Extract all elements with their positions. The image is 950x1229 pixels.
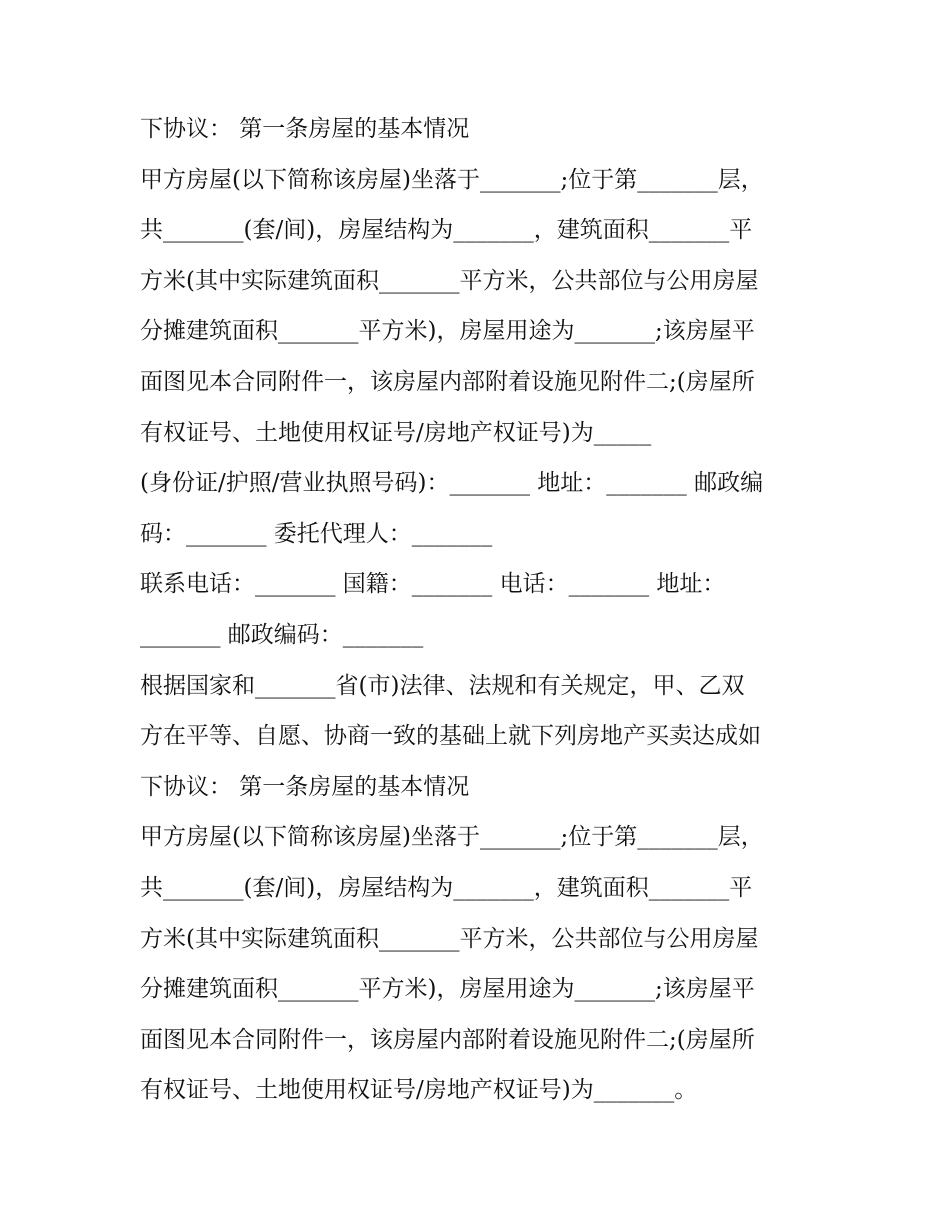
text-line: 方米(其中实际建筑面积_______平方米，公共部位与公用房屋 <box>140 267 759 294</box>
text-line: 根据国家和_______省(市)法律、法规和有关规定，甲、乙双 <box>140 672 745 699</box>
text-line: 下协议： 第一条房屋的基本情况 <box>140 116 470 142</box>
document-body <box>140 104 820 1116</box>
text-line: 方米(其中实际建筑面积_______平方米，公共部位与公用房屋 <box>140 925 759 952</box>
text-line: _______ 邮政编码：_______ <box>140 621 424 648</box>
text-line: 分摊建筑面积_______平方米)，房屋用途为_______;该房屋平 <box>140 318 755 345</box>
text-line: 甲方房屋(以下简称该房屋)坐落于_______;位于第_______层， <box>140 166 764 193</box>
text-line: (身份证/护照/营业执照号码)：_______ 地址：_______ 邮政编 <box>140 470 764 497</box>
text-line: 分摊建筑面积_______平方米)，房屋用途为_______;该房屋平 <box>140 976 755 1003</box>
text-line: 有权证号、土地使用权证号/房地产权证号)为_____ <box>140 419 652 446</box>
text-line: 共_______(套/间)，房屋结构为_______，建筑面积_______平 <box>140 874 753 901</box>
text-line: 共_______(套/间)，房屋结构为_______，建筑面积_______平 <box>140 217 753 244</box>
text-line: 面图见本合同附件一，该房屋内部附着设施见附件二;(房屋所 <box>140 1026 755 1053</box>
text-line: 方在平等、自愿、协商一致的基础上就下列房地产买卖达成如 <box>140 723 761 750</box>
text-line: 联系电话：_______ 国籍：_______ 电话：_______ 地址： <box>140 571 726 598</box>
text-line: 面图见本合同附件一，该房屋内部附着设施见附件二;(房屋所 <box>140 368 755 395</box>
text-line: 码：_______ 委托代理人：_______ <box>140 520 493 547</box>
text-line: 甲方房屋(以下简称该房屋)坐落于_______;位于第_______层， <box>140 824 764 851</box>
text-line: 有权证号、土地使用权证号/房地产权证号)为_______。 <box>140 1077 698 1104</box>
text-line: 下协议： 第一条房屋的基本情况 <box>140 773 470 800</box>
